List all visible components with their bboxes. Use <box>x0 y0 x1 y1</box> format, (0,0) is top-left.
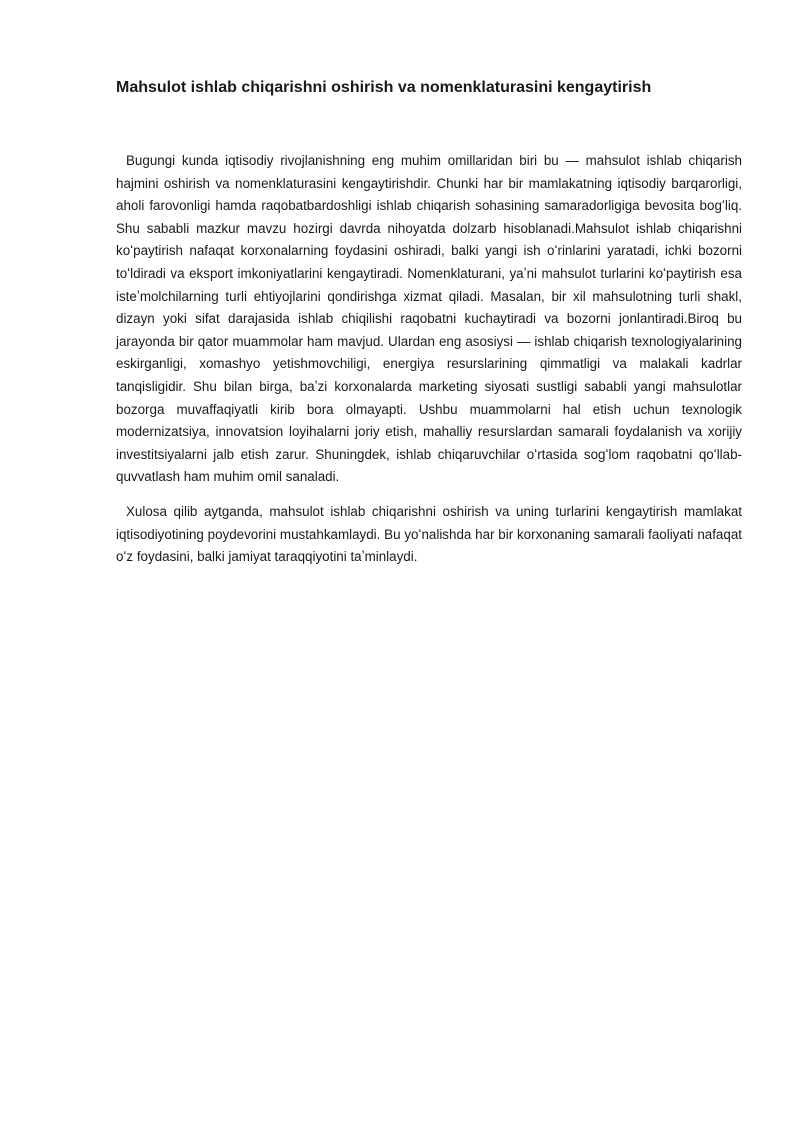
paragraph-conclusion: Xulosa qilib aytganda, mahsulot ishlab chiqarishni oshirish va uning turlarini kengaytirish mamlakat iqtisodiyotining poydevorini mustahkamlaydi. Bu yoʻnalishda har bir korxonaning samarali faoliyati nafaqat oʻz foydasini, balki jamiyat taraqqiyotini taʼminlaydi. <box>116 503 742 565</box>
document-body <box>116 150 742 581</box>
document-title: Mahsulot ishlab chiqarishni oshirish va nomenklaturasini kengaytirish <box>116 79 652 96</box>
paragraph-main: Bugungi kunda iqtisodiy rivojlanishning eng muhim omillaridan biri bu — mahsulot ishlab chiqarish hajmini oshirish va nomenklaturasini kengaytirishdir. Chunki har bir mamlakatning iqtisodiy barqarorligi, aholi farovonligi hamda raqobatbardoshligi ishlab chiqarish sohasining samaradorligiga bevosita bogʻliq. Shu sababli mazkur mavzu hozirgi davrda nihoyatda dolzarb hisoblanadi.Mahsulot ishlab chiqarishni koʻpaytirish nafaqat korxonalarning foydasini oshiradi, balki yangi ish oʻrinlarini yaratadi, ichki bozorni toʻldiradi va eksport imkoniyatlarini kengaytiradi. Nomenklaturani, yaʼni mahsulot turlarini koʻpaytirish esa isteʼmolchilarning turli ehtiyojlarini qondirishga xizmat qiladi. Masalan, bir xil mahsulotning turli shakl, dizayn yoki sifat darajasida ishlab chiqilishi raqobatni kuchaytiradi va bozorni jonlantiradi.Biroq bu jarayonda bir qator muammolar ham mavjud. Ulardan eng asosiysi — ishlab chiqarish texnologiyalarining eskirganligi, xomashyo yetishmovchiligi, energiya resurslarining qimmatligi va malakali kadrlar tanqisligidir. Shu bilan birga, baʼzi korxonalarda marketing siyosati sustligi sababli yangi mahsulotlar bozorga muvaffaqiyatli kirib bora olmayapti. Ushbu muammolarni hal etish uchun texnologik modernizatsiya, innovatsion loyihalarni joriy etish, mahalliy resurslardan samarali foydalanish va xorijiy investitsiyalarni jalb etish zarur. Shuningdek, ishlab chiqaruvchilar oʻrtasida sogʻlom raqobatni qoʻllab-quvvatlash ham muhim omil sanaladi. <box>116 153 742 485</box>
